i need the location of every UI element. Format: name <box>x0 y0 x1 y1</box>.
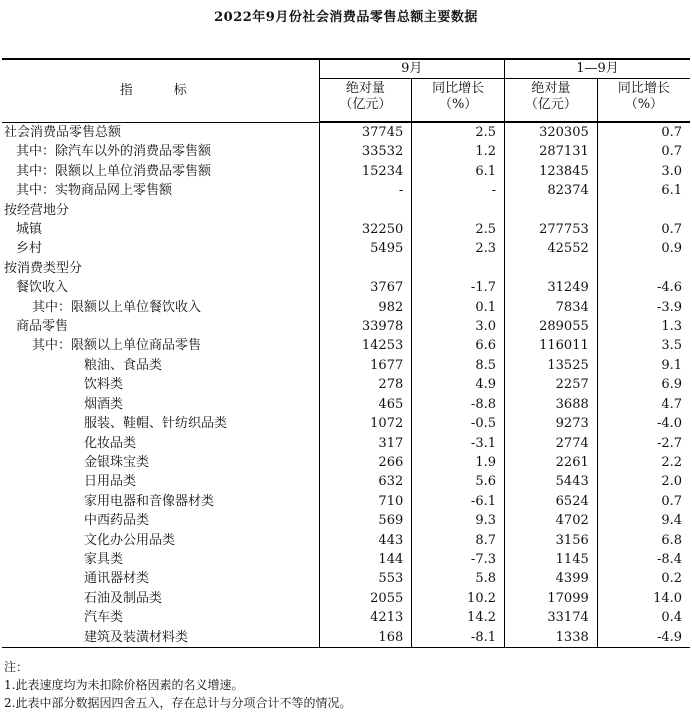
cell-ytd-yoy: 14.0 <box>653 590 683 606</box>
row-label: 其中：实物商品网上零售额 <box>2 181 319 200</box>
notes-heading: 注： <box>4 660 29 674</box>
cell-sep-yoy: 4.9 <box>412 375 505 394</box>
cell-sep-abs: 1677 <box>319 356 412 375</box>
ytd-group-header: 1—9月 <box>505 59 691 79</box>
cell-ytd-yoy: 0.4 <box>661 610 683 626</box>
table-row <box>2 336 690 355</box>
table-row <box>2 298 690 317</box>
table-row <box>2 628 690 648</box>
cell-sep-yoy: 2.5 <box>412 122 505 142</box>
cell-sep-yoy: 6.6 <box>412 336 505 355</box>
row-label: 化妆品类 <box>2 434 319 453</box>
row-label: 汽车类 <box>2 608 319 627</box>
row-label: 商品零售 <box>2 317 319 336</box>
cell-ytd-yoy: 0.9 <box>661 241 683 257</box>
cell-sep-yoy: -7.3 <box>412 550 505 569</box>
cell-sep-yoy: 6.1 <box>412 162 505 181</box>
cell-sep-abs: 278 <box>319 375 412 394</box>
cell-sep-abs: 465 <box>319 395 412 414</box>
data-table <box>2 58 690 648</box>
cell-ytd-yoy: 2.0 <box>661 474 683 490</box>
cell-ytd-yoy: -4.6 <box>656 280 683 296</box>
cell-ytd-abs: 4399 <box>505 569 598 588</box>
cell-ytd-abs: 42552 <box>505 239 598 258</box>
cell-ytd-yoy <box>597 259 690 278</box>
cell-ytd-yoy: 0.2 <box>661 571 683 587</box>
cell-sep-abs: 982 <box>319 298 412 317</box>
table-row <box>2 122 690 142</box>
table-row <box>2 395 690 414</box>
cell-sep-abs: 168 <box>319 628 412 648</box>
cell-ytd-abs: 277753 <box>505 220 598 239</box>
row-label: 按消费类型分 <box>2 259 319 278</box>
row-label: 按经营地分 <box>2 201 319 220</box>
row-label: 饮料类 <box>2 375 319 394</box>
cell-ytd-yoy: -4.9 <box>597 628 690 648</box>
cell-sep-yoy: 2.3 <box>412 239 505 258</box>
cell-sep-yoy: -8.1 <box>412 628 505 648</box>
cell-sep-abs: 266 <box>319 453 412 472</box>
row-label: 粮油、食品类 <box>2 356 319 375</box>
row-label: 其中：限额以上单位餐饮收入 <box>2 298 319 317</box>
cell-sep-yoy: 14.2 <box>412 608 505 627</box>
cell-sep-yoy: -6.1 <box>412 492 505 511</box>
note-line: 2.此表中部分数据因四舍五入，存在总计与分项合计不等的情况。 <box>4 696 352 710</box>
cell-sep-abs: 15234 <box>319 162 412 181</box>
cell-ytd-abs: 3688 <box>505 395 598 414</box>
row-label: 建筑及装潢材料类 <box>2 628 319 648</box>
row-label: 服装、鞋帽、针纺织品类 <box>2 414 319 433</box>
cell-ytd-abs: 9273 <box>505 414 598 433</box>
cell-sep-abs: 32250 <box>319 220 412 239</box>
cell-ytd-yoy: -2.7 <box>656 435 683 451</box>
cell-ytd-yoy: 3.0 <box>661 163 683 179</box>
row-label: 中西药品类 <box>2 511 319 530</box>
cell-ytd-abs: 7834 <box>505 298 598 317</box>
cell-ytd-yoy: -4.0 <box>656 416 683 432</box>
cell-ytd-abs: 320305 <box>505 122 598 142</box>
cell-sep-abs: 569 <box>319 511 412 530</box>
table-row <box>2 569 690 588</box>
row-label: 餐饮收入 <box>2 278 319 297</box>
cell-ytd-abs: 5443 <box>505 472 598 491</box>
row-label: 通讯器材类 <box>2 569 319 588</box>
cell-sep-abs: 14253 <box>319 336 412 355</box>
table-row <box>2 278 690 297</box>
cell-sep-yoy: 5.8 <box>412 569 505 588</box>
cell-ytd-abs: 287131 <box>505 142 598 161</box>
row-label: 日用品类 <box>2 472 319 491</box>
table-row <box>2 356 690 375</box>
cell-ytd-abs: 17099 <box>505 589 598 608</box>
cell-ytd-yoy: 9.1 <box>661 357 683 373</box>
cell-sep-yoy: 3.0 <box>412 317 505 336</box>
cell-sep-abs: 2055 <box>319 589 412 608</box>
cell-ytd-abs: 116011 <box>505 336 598 355</box>
note-line: 1.此表速度均为未扣除价格因素的名义增速。 <box>4 678 244 692</box>
sep-yoy-header: 同比增长 （%） <box>412 79 505 123</box>
ytd-abs-header: 绝对量 （亿元） <box>505 79 598 123</box>
cell-ytd-yoy: 9.4 <box>661 513 683 529</box>
cell-sep-yoy <box>412 259 505 278</box>
table-row <box>2 375 690 394</box>
cell-sep-yoy: 1.9 <box>412 453 505 472</box>
table-row <box>2 317 690 336</box>
sep-abs-header: 绝对量 （亿元） <box>319 79 412 123</box>
cell-sep-abs: 37745 <box>319 122 412 142</box>
cell-ytd-abs <box>505 259 598 278</box>
cell-ytd-yoy: 6.9 <box>661 377 683 393</box>
row-label: 乡村 <box>2 239 319 258</box>
table-row <box>2 492 690 511</box>
cell-sep-yoy: 8.5 <box>412 356 505 375</box>
table-row <box>2 550 690 569</box>
table-row <box>2 181 690 200</box>
cell-ytd-abs: 31249 <box>505 278 598 297</box>
row-label: 金银珠宝类 <box>2 453 319 472</box>
cell-ytd-abs: 1145 <box>505 550 598 569</box>
cell-ytd-abs: 4702 <box>505 511 598 530</box>
cell-sep-yoy: -8.8 <box>412 395 505 414</box>
cell-sep-abs: 33978 <box>319 317 412 336</box>
table-row <box>2 142 690 161</box>
cell-ytd-yoy: -3.9 <box>656 299 683 315</box>
cell-sep-abs: 144 <box>319 550 412 569</box>
cell-sep-yoy: 1.2 <box>412 142 505 161</box>
cell-ytd-yoy: 0.7 <box>661 222 683 238</box>
cell-sep-abs: 5495 <box>319 239 412 258</box>
table-row <box>2 472 690 491</box>
cell-ytd-abs: 82374 <box>505 181 598 200</box>
cell-sep-abs: 632 <box>319 472 412 491</box>
cell-ytd-yoy: 6.1 <box>661 183 683 199</box>
september-group-header: 9月 <box>319 59 505 79</box>
cell-ytd-abs: 13525 <box>505 356 598 375</box>
cell-sep-yoy: -1.7 <box>412 278 505 297</box>
cell-sep-abs: 553 <box>319 569 412 588</box>
page-title: 2022年9月份社会消费品零售总额主要数据 <box>214 10 478 25</box>
cell-sep-yoy: 2.5 <box>412 220 505 239</box>
cell-ytd-abs: 2261 <box>505 453 598 472</box>
row-label: 城镇 <box>2 220 319 239</box>
cell-ytd-yoy: 4.7 <box>661 396 683 412</box>
cell-sep-yoy <box>412 201 505 220</box>
cell-ytd-yoy: -8.4 <box>656 551 683 567</box>
cell-sep-abs: 33532 <box>319 142 412 161</box>
cell-ytd-abs: 6524 <box>505 492 598 511</box>
cell-sep-abs: 443 <box>319 531 412 550</box>
table-row <box>2 220 690 239</box>
table-row <box>2 531 690 550</box>
cell-ytd-yoy: 0.7 <box>661 125 683 140</box>
table-row <box>2 511 690 530</box>
cell-sep-yoy: 5.6 <box>412 472 505 491</box>
cell-sep-yoy: 9.3 <box>412 511 505 530</box>
row-label: 石油及制品类 <box>2 589 319 608</box>
cell-ytd-abs: 1338 <box>505 628 598 648</box>
cell-sep-abs: 4213 <box>319 608 412 627</box>
cell-sep-yoy: - <box>412 181 505 200</box>
row-label: 家具类 <box>2 550 319 569</box>
table-row <box>2 414 690 433</box>
cell-ytd-yoy: 2.2 <box>661 454 683 470</box>
cell-ytd-yoy <box>597 201 690 220</box>
table-row <box>2 434 690 453</box>
row-label: 其中：除汽车以外的消费品零售额 <box>2 142 319 161</box>
cell-ytd-yoy: 3.5 <box>661 338 683 354</box>
indicator-header: 指 标 <box>2 59 319 122</box>
cell-ytd-yoy: 0.7 <box>661 493 683 509</box>
cell-sep-abs: 1072 <box>319 414 412 433</box>
cell-ytd-abs: 123845 <box>505 162 598 181</box>
notes <box>4 658 351 712</box>
row-label: 其中：限额以上单位商品零售 <box>2 336 319 355</box>
table-row <box>2 589 690 608</box>
cell-sep-yoy: 8.7 <box>412 531 505 550</box>
cell-ytd-abs: 289055 <box>505 317 598 336</box>
row-label: 烟酒类 <box>2 395 319 414</box>
table-row <box>2 201 690 220</box>
cell-sep-yoy: -0.5 <box>412 414 505 433</box>
cell-ytd-abs: 3156 <box>505 531 598 550</box>
cell-sep-abs <box>319 201 412 220</box>
cell-ytd-abs: 2257 <box>505 375 598 394</box>
table-row <box>2 453 690 472</box>
cell-sep-abs: 317 <box>319 434 412 453</box>
cell-sep-abs: 710 <box>319 492 412 511</box>
row-label: 社会消费品零售总额 <box>2 122 319 142</box>
row-label: 其中：限额以上单位消费品零售额 <box>2 162 319 181</box>
cell-sep-abs: - <box>319 181 412 200</box>
cell-sep-yoy: 0.1 <box>412 298 505 317</box>
table-row <box>2 162 690 181</box>
table-row <box>2 239 690 258</box>
table-row <box>2 608 690 627</box>
row-label: 家用电器和音像器材类 <box>2 492 319 511</box>
cell-ytd-yoy: 6.8 <box>661 532 683 548</box>
cell-sep-abs <box>319 259 412 278</box>
ytd-yoy-header: 同比增长 （%） <box>597 79 690 123</box>
cell-ytd-abs: 33174 <box>505 608 598 627</box>
cell-sep-yoy: 10.2 <box>412 589 505 608</box>
cell-ytd-yoy: 1.3 <box>661 319 683 335</box>
cell-ytd-abs: 2774 <box>505 434 598 453</box>
cell-ytd-yoy: 0.7 <box>661 144 683 160</box>
cell-sep-abs: 3767 <box>319 278 412 297</box>
table-row <box>2 259 690 278</box>
cell-sep-yoy: -3.1 <box>412 434 505 453</box>
cell-ytd-abs <box>505 201 598 220</box>
row-label: 文化办公用品类 <box>2 531 319 550</box>
